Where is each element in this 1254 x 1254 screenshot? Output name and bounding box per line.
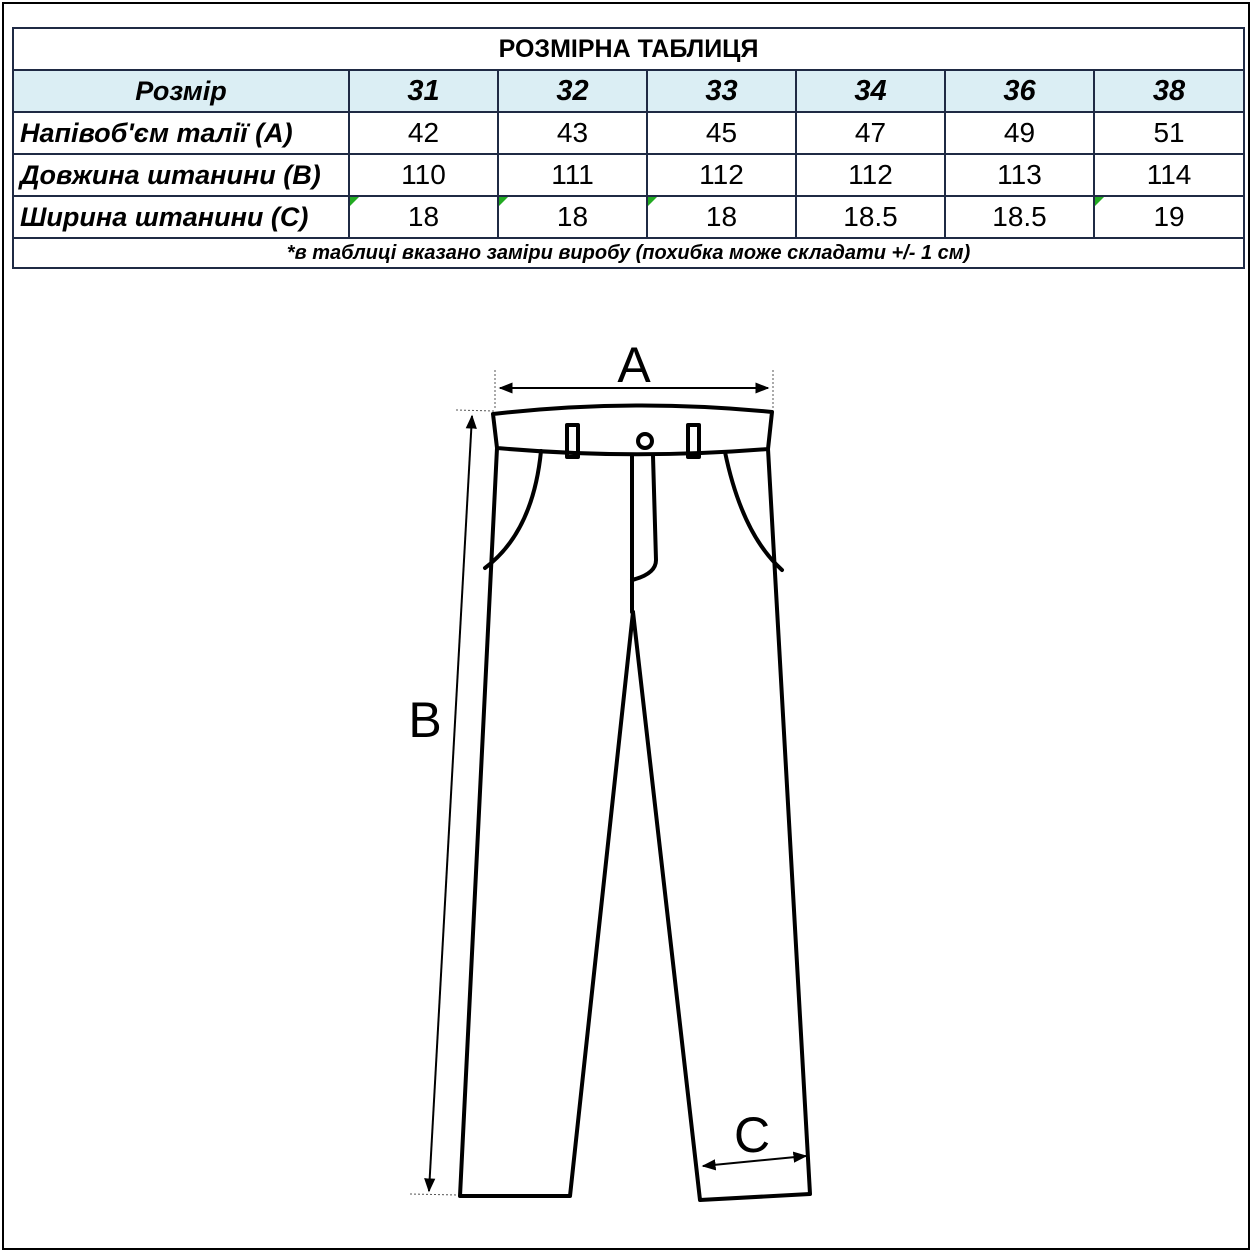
dimension-a: [495, 337, 773, 410]
cell-value: 19: [1153, 201, 1185, 232]
size-header: 32: [498, 70, 647, 112]
size-header: 33: [647, 70, 796, 112]
table-cell: 45: [647, 112, 796, 154]
label-c: C: [733, 1107, 771, 1163]
size-header-label: Розмір: [13, 70, 349, 112]
cell-value: 18: [705, 201, 738, 232]
size-header: 34: [796, 70, 945, 112]
left-leg: [460, 448, 633, 1196]
table-cell: 18.5: [945, 196, 1094, 238]
cell-value: 18: [407, 201, 440, 232]
table-cell: 18.5: [796, 196, 945, 238]
row-label-waist: Напівоб'єм талії (А): [13, 112, 349, 154]
cell-value: 18: [556, 201, 589, 232]
size-header: 31: [349, 70, 498, 112]
size-header: 36: [945, 70, 1094, 112]
table-cell: 114: [1094, 154, 1244, 196]
button: [638, 434, 652, 448]
dimension-c: [703, 1107, 806, 1166]
table-cell: 43: [498, 112, 647, 154]
label-b: B: [408, 692, 442, 748]
waistband: [493, 405, 772, 454]
table-cell: 49: [945, 112, 1094, 154]
table-cell: 112: [647, 154, 796, 196]
label-a: A: [617, 337, 651, 393]
row-label-width: Ширина штанини (С): [13, 196, 349, 238]
table-cell: 112: [796, 154, 945, 196]
right-leg: [633, 449, 810, 1200]
table-cell: 113: [945, 154, 1094, 196]
table-cell: 111: [498, 154, 647, 196]
table-title: РОЗМІРНА ТАБЛИЦЯ: [13, 28, 1244, 70]
table-cell: 47: [796, 112, 945, 154]
table-cell: 51: [1094, 112, 1244, 154]
row-label-length: Довжина штанини (В): [13, 154, 349, 196]
pants-outline: [460, 405, 810, 1200]
measurement-note: *в таблиці вказано заміри виробу (похибка може складати +/- 1 см): [13, 238, 1244, 268]
table-cell: 42: [349, 112, 498, 154]
size-header: 38: [1094, 70, 1244, 112]
table-cell: 110: [349, 154, 498, 196]
fly-stitch: [632, 456, 656, 580]
